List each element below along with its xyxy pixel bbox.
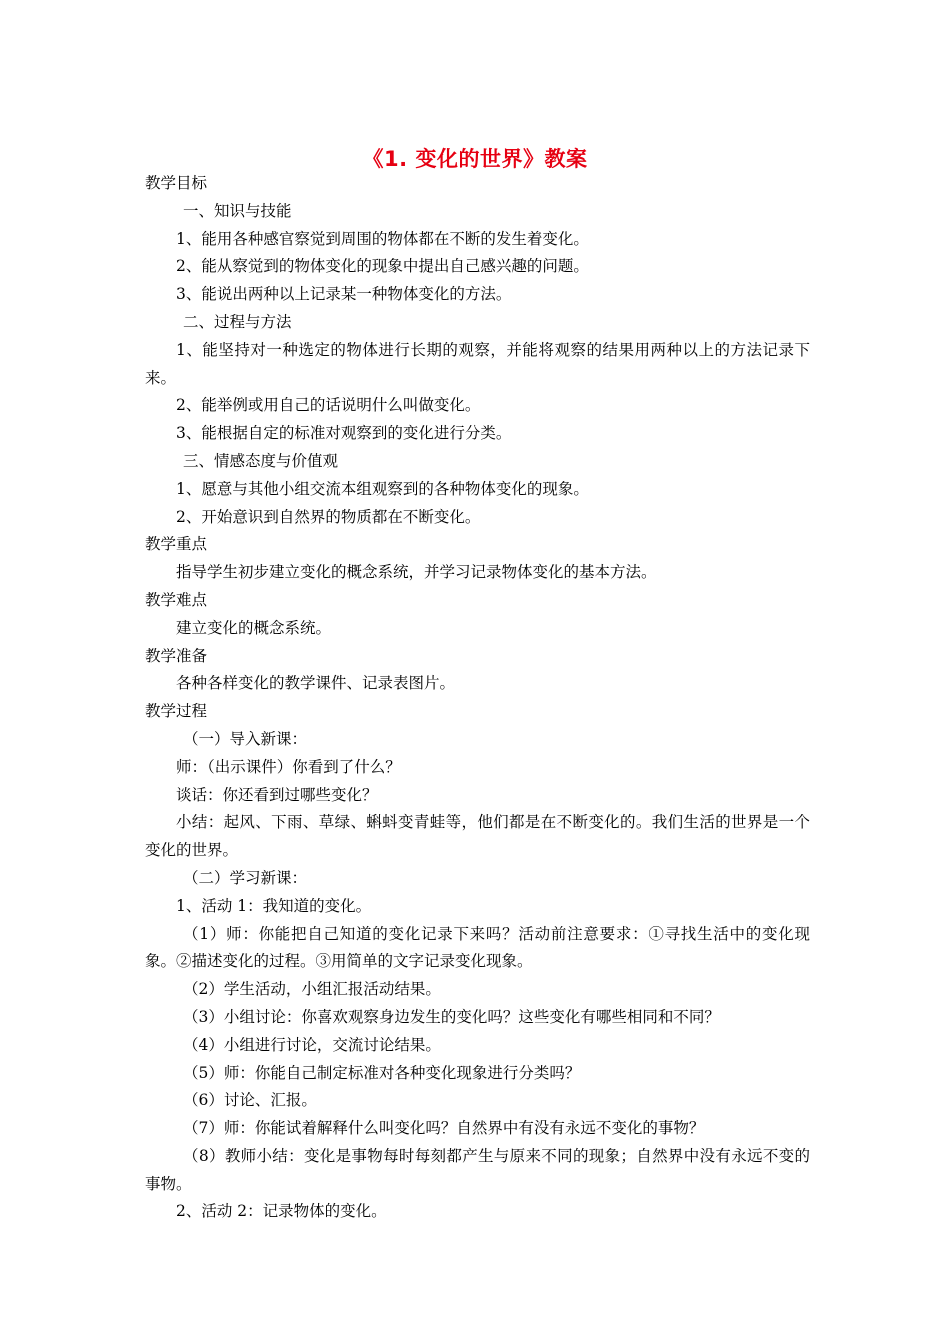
paragraph: 3、能说出两种以上记录某一种物体变化的方法。 (176, 285, 512, 304)
paragraph: 建立变化的概念系统。 (176, 618, 332, 637)
paragraph: 一、知识与技能 (183, 201, 292, 220)
paragraph: 谈话：你还看到过哪些变化？ (176, 785, 378, 804)
paragraph: （一）导入新课： (183, 729, 308, 748)
paragraph: （7）师：你能试着解释什么叫变化吗？自然界中有没有永远不变化的事物？ (183, 1119, 705, 1138)
paragraph: 2、能举例或用自己的话说明什么叫做变化。 (176, 396, 481, 415)
paragraph: 1、能坚持对一种选定的物体进行长期的观察，并能将观察的结果用两种以上的方法记录下来。 (145, 340, 810, 387)
paragraph: 2、活动 2：记录物体的变化。 (176, 1202, 387, 1221)
paragraph: 二、过程与方法 (183, 312, 292, 331)
paragraph: 小结：起风、下雨、草绿、蝌蚪变青蛙等，他们都是在不断变化的。我们生活的世界是一个变化的世界。 (145, 813, 810, 860)
paragraph: 师：（出示课件）你看到了什么？ (176, 757, 401, 776)
paragraph: （二）学习新课： (183, 868, 308, 887)
document-body (145, 170, 810, 1226)
paragraph: 三、情感态度与价值观 (183, 451, 339, 470)
paragraph: （5）师：你能自己制定标准对各种变化现象进行分类吗？ (183, 1063, 581, 1082)
page-title: 《1. 变化的世界》教案 (362, 147, 588, 171)
paragraph: （3）小组讨论：你喜欢观察身边发生的变化吗？这些变化有哪些相同和不同？ (183, 1007, 720, 1026)
paragraph: 1、能用各种感官察觉到周围的物体都在不断的发生着变化。 (176, 229, 589, 248)
paragraph: 指导学生初步建立变化的概念系统，并学习记录物体变化的基本方法。 (176, 563, 657, 582)
section-heading: 教学难点 (145, 590, 208, 609)
section-heading: 教学过程 (145, 702, 208, 721)
paragraph: 1、愿意与其他小组交流本组观察到的各种物体变化的现象。 (176, 479, 589, 498)
paragraph: （6）讨论、汇报。 (183, 1091, 317, 1110)
paragraph: （8）教师小结：变化是事物每时每刻都产生与原来不同的现象；自然界中没有永远不变的事物。 (145, 1146, 810, 1193)
paragraph: 1、活动 1：我知道的变化。 (176, 896, 372, 915)
section-heading: 教学重点 (145, 535, 208, 554)
paragraph: 3、能根据自定的标准对观察到的变化进行分类。 (176, 424, 512, 443)
paragraph: 2、开始意识到自然界的物质都在不断变化。 (176, 507, 481, 526)
paragraph: 各种各样变化的教学课件、记录表图片。 (176, 674, 456, 693)
paragraph: （2）学生活动，小组汇报活动结果。 (183, 980, 441, 999)
paragraph: （1）师：你能把自己知道的变化记录下来吗？活动前注意要求：①寻找生活中的变化现象。②描述变化的过程。③用简单的文字记录变化现象。 (145, 924, 810, 971)
paragraph: （4）小组进行讨论，交流讨论结果。 (183, 1035, 441, 1054)
section-heading: 教学目标 (145, 174, 208, 192)
section-heading: 教学准备 (145, 646, 208, 665)
paragraph: 2、能从察觉到的物体变化的现象中提出自己感兴趣的问题。 (176, 257, 589, 276)
